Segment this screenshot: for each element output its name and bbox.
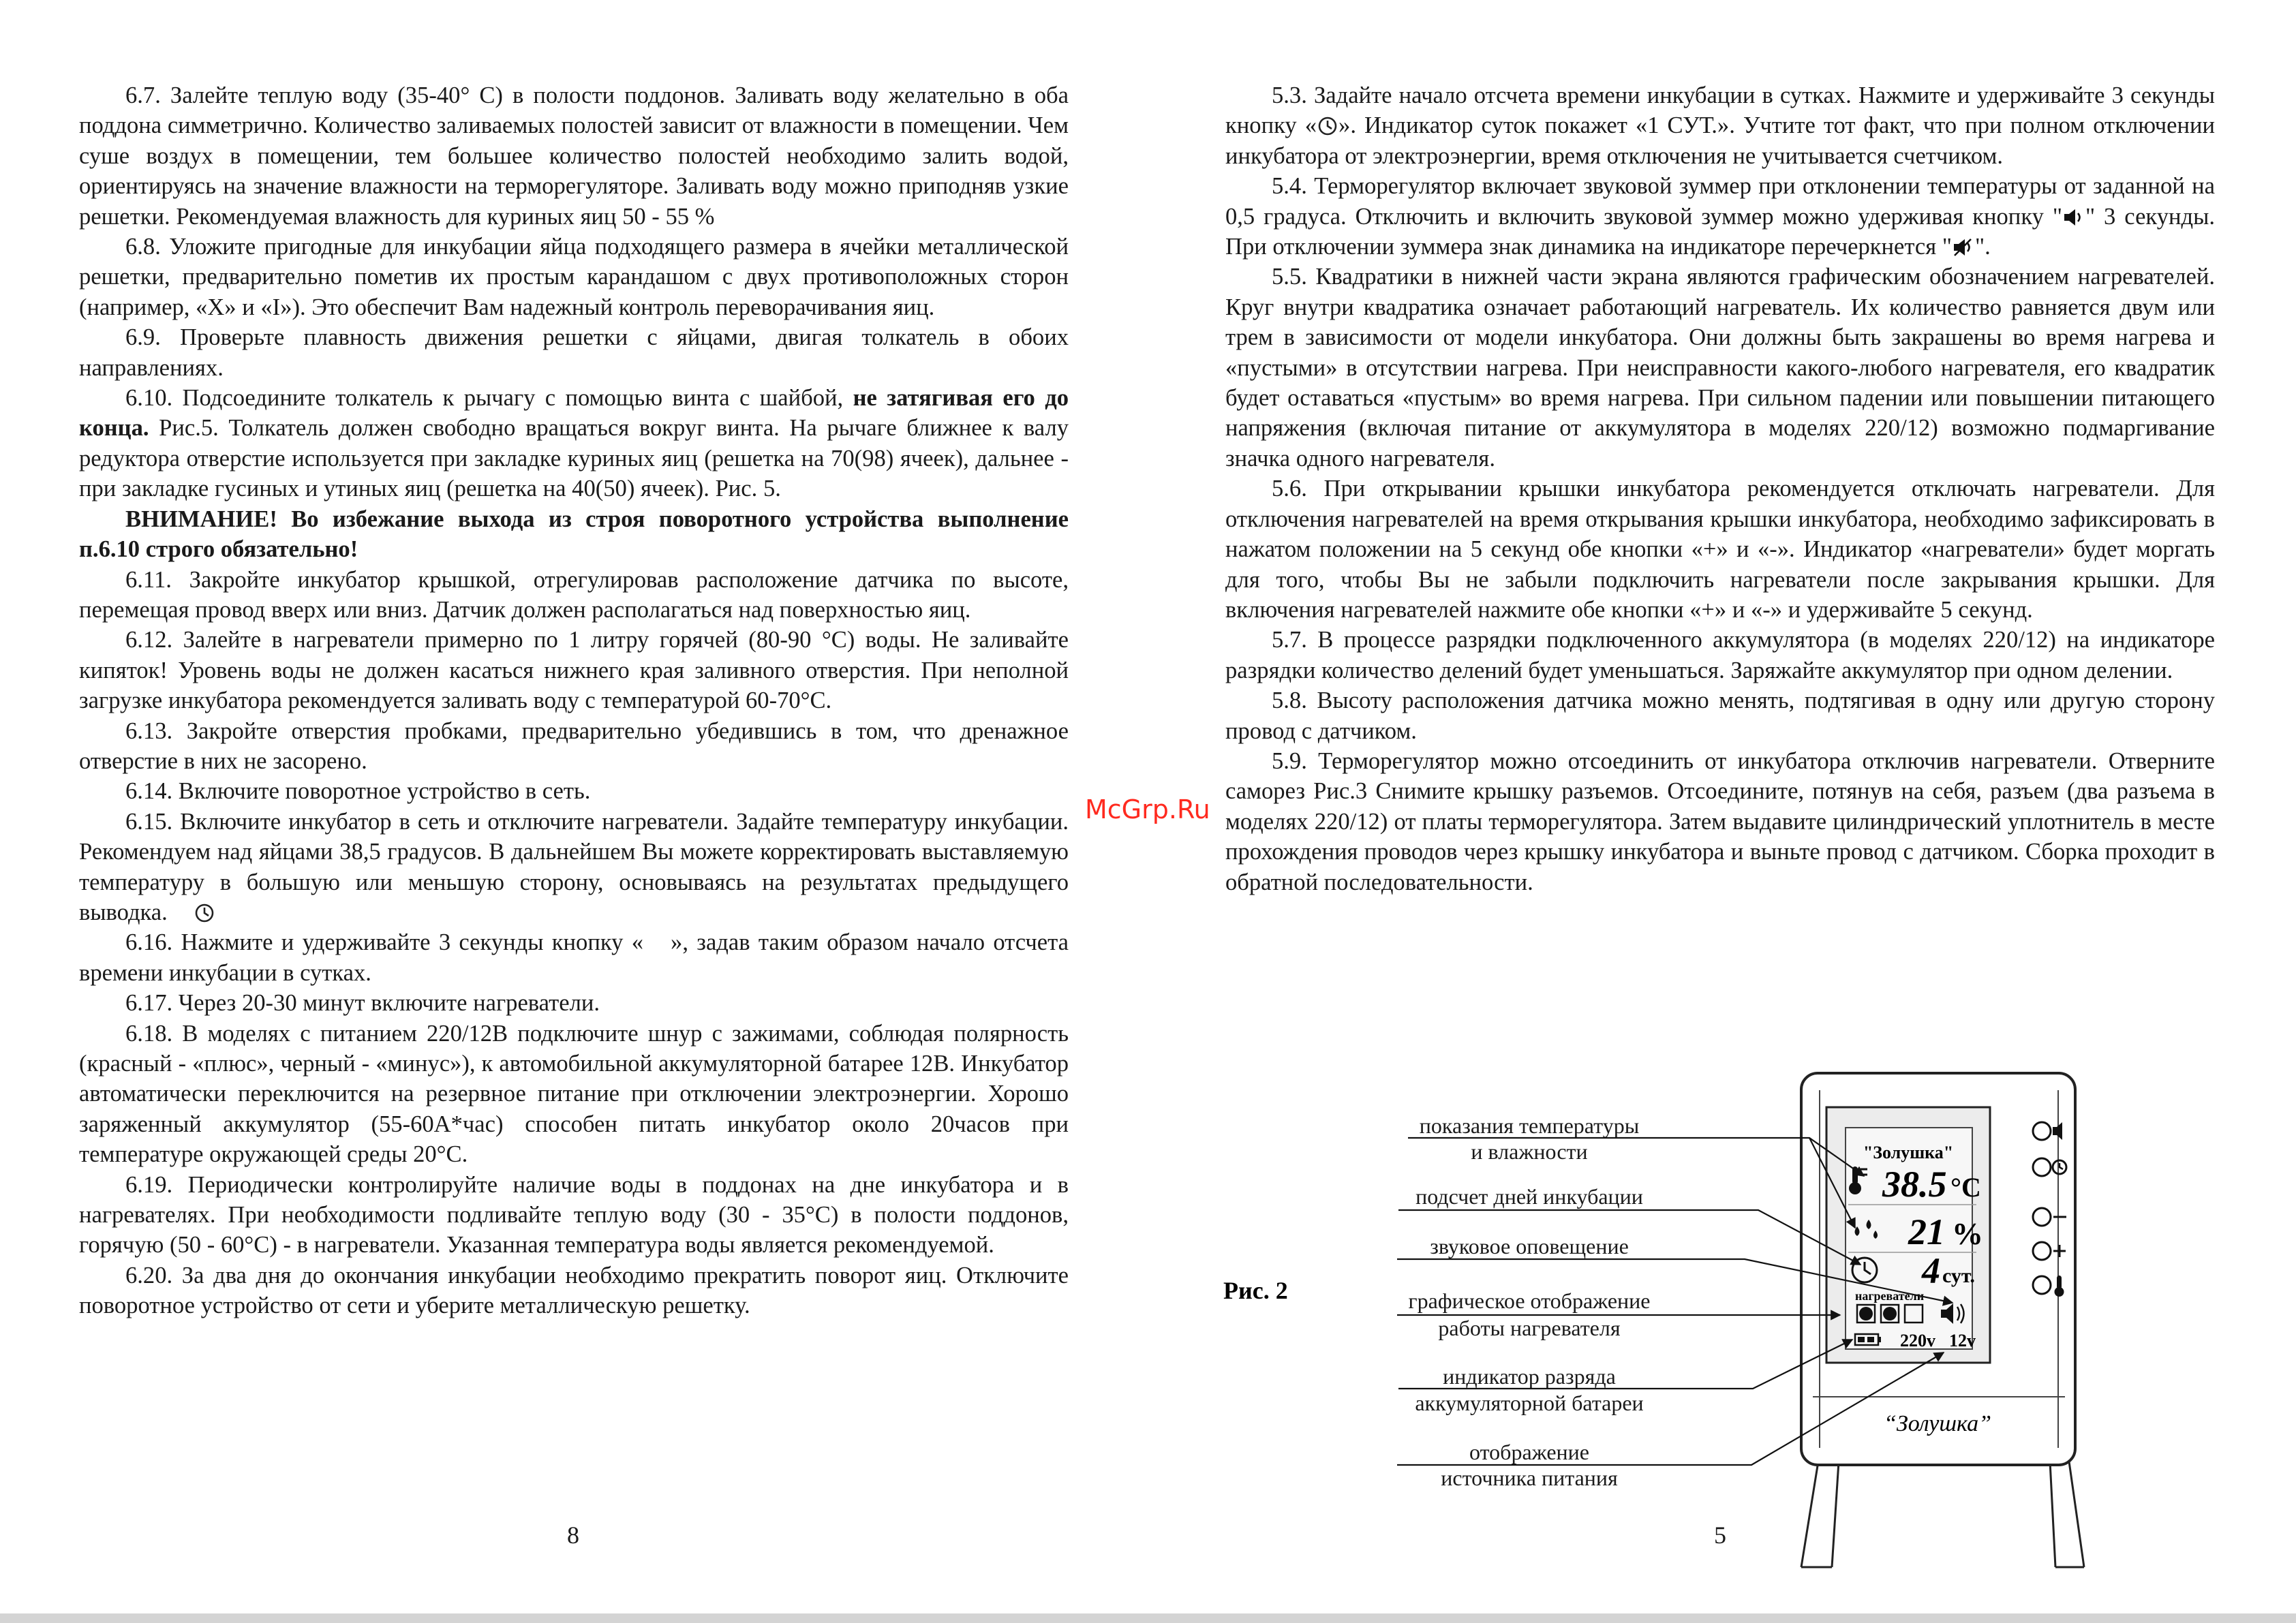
label-battery-2: аккумуляторной батареи	[1415, 1391, 1644, 1415]
label-days: подсчет дней инкубации	[1415, 1184, 1643, 1209]
paragraph-6-9: 6.9. Проверьте плавность движения решетки с яйцами, двигая толкатель в обоих направлениях.	[79, 324, 1069, 381]
display-days-unit: сут.	[1942, 1265, 1975, 1287]
display-temperature: 38.5	[1882, 1164, 1947, 1205]
paragraph-6-16-end: », задав таким образом начало отсчета времени инкубации в сутках.	[79, 929, 1069, 986]
paragraph-6-8: 6.8. Уложите пригодные для инкубации яйца подходящего размера в ячейки металлической решетки, предварительно пометив их простым карандашом с двух противоположных сторон (например, «X» и «I»). Это обеспечит Вам надежный контроль переворачивания яиц.	[79, 234, 1069, 320]
figure-caption: Рис. 2	[1223, 1277, 1288, 1304]
label-battery-1: индикатор разряда	[1443, 1364, 1616, 1389]
paragraph-5-3-end: ». Индикатор суток покажет «1 СУТ.». Учтите тот факт, что при полном отключении инкубатора от электроэнергии, время отключения не учитывается счетчиком.	[1225, 112, 2215, 169]
display-days-count: 4	[1922, 1250, 1940, 1291]
paragraph-5-9: 5.9. Терморегулятор можно отсоединить от инкубатора отключив нагреватели. Отверните саморез Рис.3 Снимите крышку разъемов. Отсоедините, потянув на себя, разъем (два разъема в моделях 220/12) от платы терморегулятора. Затем выдавите цилиндрический уплотнитель в месте прохождения проводов через крышку инкубатора и выньте провод с датчиком. Сборка проходит в обратной последовательности.	[1225, 747, 2215, 895]
paragraph-6-18: 6.18. В моделях с питанием 220/12В подключите шнур с зажимами, соблюдая полярность (красный - «плюс», черный - «минус»), к автомобильной аккумуляторной батарее 12В. Инкубатор автоматически переключится на резервное питание при отключении электроэнергии. Хорошо заряженный аккумулятор (55-60А*час) способен питать инкубатор около 20часов при температуре окружающей среды 20°С.	[79, 1020, 1069, 1168]
display-temp-unit: °C	[1950, 1172, 1981, 1203]
paragraph-5-4-start: 5.4. Терморегулятор включает звуковой зуммер при отклонении температуры от заданной на 0,5 градуса. Отключить и включить звуковой зуммер можно удерживая кнопку "	[1225, 173, 2215, 230]
label-power-1: отображение	[1469, 1440, 1589, 1464]
paragraph-5-6: 5.6. При открывании крышки инкубатора рекомендуется отключать нагреватели. Для отключения нагревателей на время открывания крышки инкубатора, необходимо зафиксировать в нажатом положении на 5 секунд обе кнопки «+» и «-». Индикатор «нагреватели» будет моргать для того, чтобы Вы не забыли подключить нагреватели после закрывания крышки. Для включения нагревателей нажмите обе кнопки «+» и «-» и удерживайте 5 секунд.	[1225, 476, 2215, 623]
lcd-display	[1826, 1107, 1990, 1363]
callout-labels	[1409, 1113, 1651, 1490]
paragraph-6-10-start: 6.10. Подсоедините толкатель к рычагу с помощью винта с шайбой,	[125, 385, 853, 412]
label-temp-humidity-1: показания температуры	[1419, 1113, 1640, 1138]
paragraph-5-5: 5.5. Квадратики в нижней части экрана являются графическим обозначением нагревателей. Круг внутри квадратика означает работающий нагреватель. Их количество равняется двум или трем в зависимости от модели инкубатора. Они должны быть закрашены во время нагрева и «пустыми» в отсутствии нагрева. При неисправности какого-любого нагревателя, его квадратик будет оставаться «пустым» во время нагрева. При сильном падении или повышении питающего напряжения (включая питание от аккумулятора в моделях 220/12) возможно подмаргивание значка одного нагревателя.	[1225, 264, 2215, 472]
paragraph-5-4-mid: " 3 секунды. При отключении зуммера знак динамика на индикаторе перечеркнется "	[1225, 203, 2215, 260]
paragraph-5-8: 5.8. Высоту расположения датчика можно менять, подтягивая в одну или другую сторону провод с датчиком.	[1225, 687, 2215, 744]
display-voltage-220: 220v	[1900, 1331, 1935, 1350]
display-heaters-label: нагреватели	[1855, 1289, 1925, 1303]
paragraph-5-3-start: 5.3. Задайте начало отсчета времени инкубации в сутках. Нажмите и удерживайте 3 секунды кнопку «	[1225, 82, 2215, 139]
label-temp-humidity-2: и влажности	[1471, 1139, 1588, 1164]
display-model-name: "Золушка"	[1863, 1143, 1954, 1162]
paragraph-6-19: 6.19. Периодически контролируйте наличие воды в поддонах на дне инкубатора и в нагревателях. При необходимости подливайте теплую воду (30 - 35°С) в полости поддонов, горячую (50 - 60°С) - в нагреватели. Указанная температура воды является рекомендуемой.	[79, 1171, 1069, 1258]
display-humidity-unit: %	[1952, 1216, 1983, 1251]
bottom-band	[0, 1613, 2296, 1623]
display-humidity: 21	[1908, 1211, 1945, 1252]
display-voltage-12: 12v	[1949, 1331, 1976, 1350]
paragraph-6-15-text: 6.15. Включите инкубатор в сеть и отключите нагреватели. Задайте температуру инкубации. Рекомендуем над яйцами 38,5 градусов. В дальнейшем Вы можете корректировать выставляемую температуру в большую или меньшую сторону, основываясь на результатах предыдущего выводка.	[79, 808, 1069, 925]
label-sound: звуковое оповещение	[1430, 1234, 1629, 1258]
label-heaters-1: графическое отображение	[1408, 1288, 1651, 1313]
paragraph-6-12: 6.12. Залейте в нагреватели примерно по 1 литру горячей (80-90 °С) воды. Не заливайте кипяток! Уровень воды не должен касаться нижнего края заливного отверстия. При неполной загрузке инкубатора рекомендуется заливать воду с температурой 60-70°С.	[79, 627, 1069, 714]
paragraph-5-4-end: ".	[1974, 234, 1991, 260]
paragraph-6-14: 6.14. Включите поворотное устройство в сеть.	[125, 778, 591, 805]
label-heaters-2: работы нагревателя	[1438, 1316, 1621, 1340]
warning-text: ВНИМАНИЕ! Во избежание выхода из строя поворотного устройства выполнение п.6.10 строго обязательно!	[79, 506, 1069, 563]
paragraph-6-10-end: Рис.5. Толкатель должен свободно вращаться вокруг винта. На рычаге ближнее к валу редуктора отверстие используется при закладке куриных яиц (решетка на 70(98) ячеек), дальнее - при закладке гусиных и утиных яиц (решетка на 40(50) ячеек). Рис. 5.	[79, 415, 1069, 502]
paragraph-6-11: 6.11. Закройте инкубатор крышкой, отрегулировав расположение датчика по высоте, перемещая провод вверх или вниз. Датчик должен располагаться над поверхностью яиц.	[79, 566, 1069, 623]
page-number-left: 8	[567, 1521, 579, 1549]
paragraph-6-7: 6.7. Залейте теплую воду (35-40° С) в полости поддонов. Заливать воду желательно в оба поддона симметрично. Количество заливаемых полостей зависит от влажности в помещении. Чем суше воздух в помещении, тем большее количество полостей необходимо залить водой, ориентируясь на значение влажности на терморегуляторе. Заливать воду можно приподняв узкие решетки. Рекомендуемая влажность для куриных яиц 50 - 55 %	[79, 82, 1069, 230]
paragraph-6-16-start: 6.16. Нажмите и удерживайте 3 секунды кнопку «	[125, 929, 644, 956]
paragraph-6-10-bold: не затягивая его до конца.	[79, 385, 1069, 442]
paragraph-5-7: 5.7. В процессе разрядки подключенного аккумулятора (в моделях 220/12) на индикаторе разрядки количество делений будет уменьшаться. Заряжайте аккумулятор при одном делении.	[1225, 627, 2215, 683]
paragraph-6-17: 6.17. Через 20-30 минут включите нагреватели.	[125, 990, 600, 1017]
page-number-right: 5	[1714, 1521, 1726, 1549]
watermark: McGrp.Ru	[1085, 794, 1210, 824]
paragraph-6-20: 6.20. За два дня до окончания инкубации необходимо прекратить поворот яиц. Отключите поворотное устройство от сети и уберите металлическую решетку.	[79, 1262, 1069, 1319]
label-power-2: источника питания	[1441, 1466, 1618, 1490]
paragraph-6-13: 6.13. Закройте отверстия пробками, предварительно убедившись в том, что дренажное отверстие в них не засорено.	[79, 717, 1069, 774]
brand-script: “Золушка”	[1884, 1411, 1991, 1436]
